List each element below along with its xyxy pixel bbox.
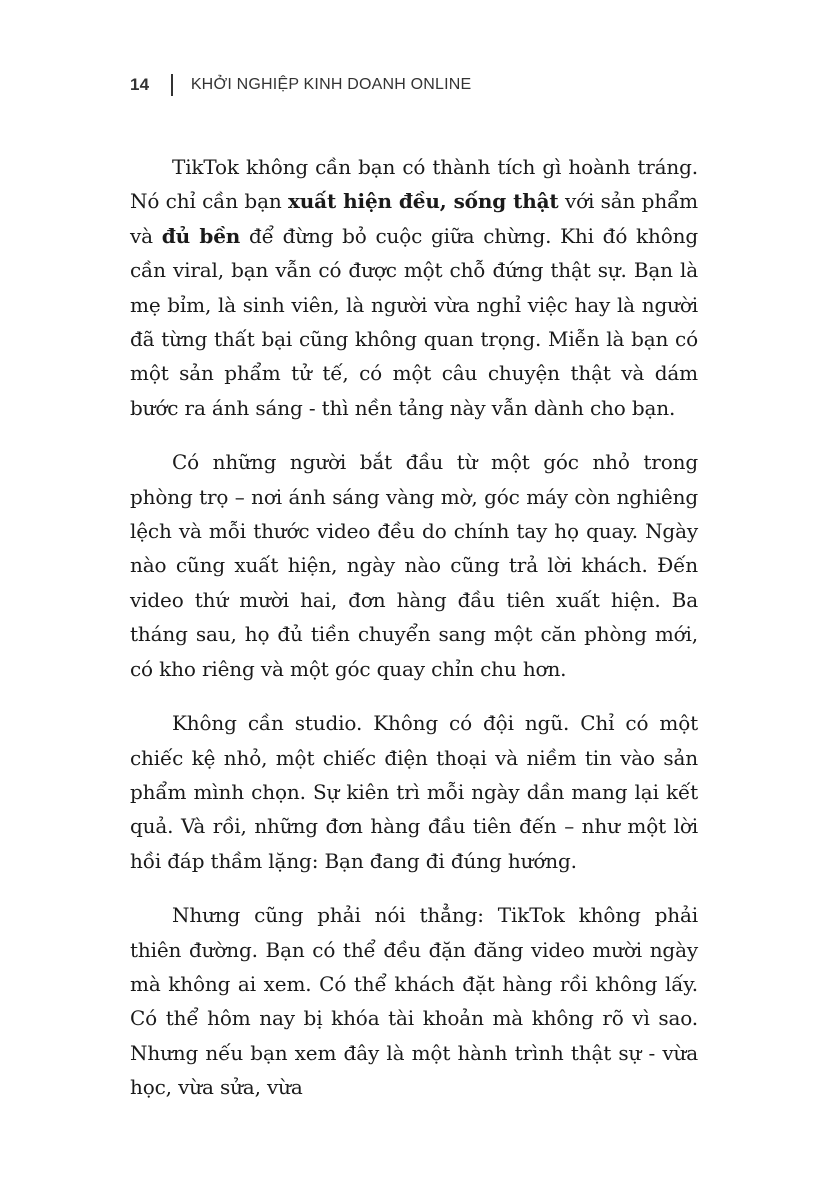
paragraph-1-text-2: với sản phẩm và — [130, 189, 698, 248]
paragraph-1 — [130, 150, 698, 425]
paragraph-3: Không cần studio. Không có đội ngũ. Chỉ có một chiếc kệ nhỏ, một chiếc điện thoại và niềm tin vào sản phẩm mình chọn. Sự kiên trì mỗi ngày dần mang lại kết quả. Và rồi, những đơn hàng đầu tiên đến – như một lời hồi đáp thầm lặng: Bạn đang đi đúng hướng. — [130, 711, 698, 873]
paragraph-1-bold-1: xuất hiện đều, sống thật — [288, 189, 559, 214]
running-header — [130, 70, 471, 100]
page-body — [130, 150, 698, 1105]
running-title: KHỞI NGHIỆP KINH DOANH ONLINE — [190, 76, 472, 93]
header-divider — [171, 74, 173, 96]
paragraph-4: Nhưng cũng phải nói thẳng: TikTok không phải thiên đường. Bạn có thể đều đặn đăng video mười ngày mà không ai xem. Có thể khách đặt hàng rồi không lấy. Có thể hôm nay bị khóa tài khoản mà không rõ vì sao. Nhưng nếu bạn xem đây là một hành trình thật sự - vừa học, vừa sửa, vừa — [130, 903, 698, 1100]
paragraph-1-text-3: để đừng bỏ cuộc giữa chừng. Khi đó không cần viral, bạn vẫn có được một chỗ đứng thật sự. Bạn là mẹ bỉm, là sinh viên, là người vừa nghỉ việc hay là người đã từng thất bại cũng không quan trọng. Miễn là bạn có một sản phẩm tử tế, có một câu chuyện thật và dám bước ra ánh sáng - thì nền tảng này vẫn dành cho bạn. — [130, 223, 698, 420]
paragraph-1-bold-2: đủ bền — [161, 223, 241, 248]
paragraph-1-text-1: TikTok không cần bạn có thành tích gì hoành tráng. Nó chỉ cần bạn — [130, 155, 698, 214]
paragraph-2: Có những người bắt đầu từ một góc nhỏ trong phòng trọ – nơi ánh sáng vàng mờ, góc máy còn nghiêng lệch và mỗi thước video đều do chính tay họ quay. Ngày nào cũng xuất hiện, ngày nào cũng trả lời khách. Đến video thứ mười hai, đơn hàng đầu tiên xuất hiện. Ba tháng sau, họ đủ tiền chuyển sang một căn phòng mới, có kho riêng và một góc quay chỉn chu hơn. — [130, 450, 698, 681]
page-number: 14 — [130, 75, 150, 94]
